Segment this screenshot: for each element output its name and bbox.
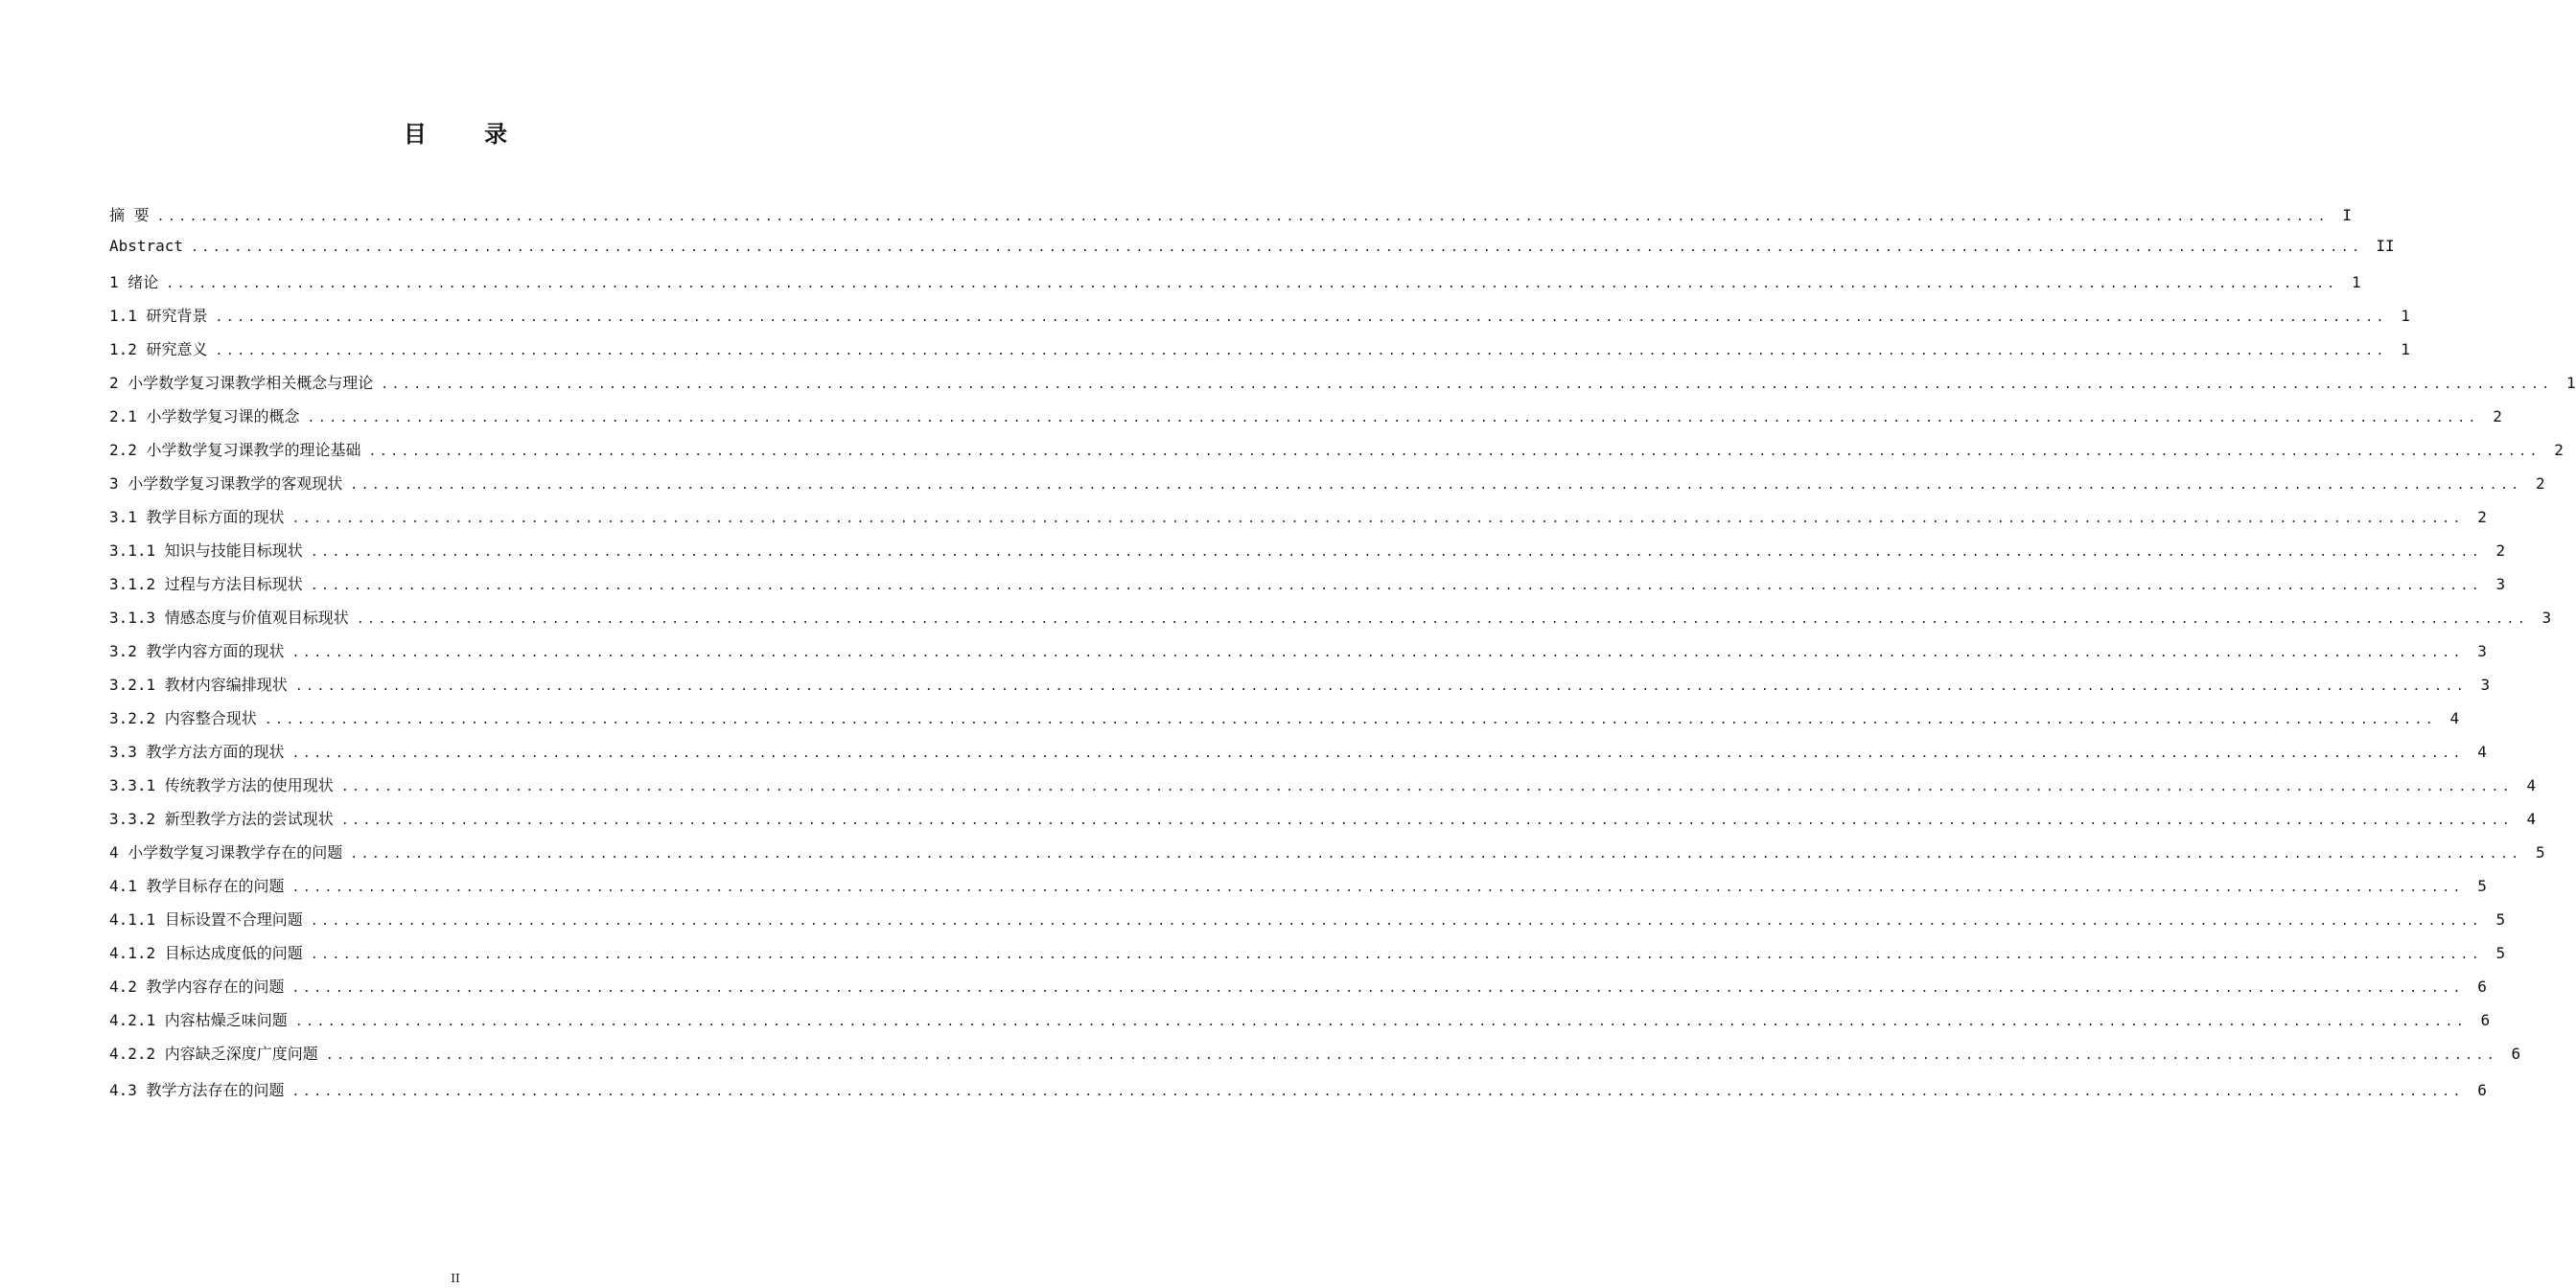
toc-entry-page: 1: [2401, 307, 2410, 325]
toc-entry-3-3[interactable]: [109, 740, 2487, 773]
toc-entry-label: 3.1 教学目标方面的现状: [109, 508, 285, 526]
toc-entry-3-1-2[interactable]: [109, 572, 2506, 606]
dot-leader: ........................................................................................................................................................................................................: [191, 241, 2363, 255]
dot-leader: ........................................................................................................................................................................................................: [291, 1085, 2464, 1099]
toc-entry-label: 1.2 研究意义: [109, 340, 208, 358]
dot-leader: ........................................................................................................................................................................................................: [310, 914, 2483, 929]
toc-entry-3[interactable]: [109, 472, 2545, 505]
toc-entry-label: 4.2.2 内容缺乏深度广度问题: [109, 1045, 318, 1063]
toc-entry-label: 4.1.1 目标设置不合理问题: [109, 910, 303, 929]
toc-entry-3-1[interactable]: [109, 505, 2487, 539]
toc-entry-page: 3: [2477, 642, 2487, 660]
dot-leader: ........................................................................................................................................................................................................: [294, 679, 2468, 694]
toc-entry-4-3[interactable]: [109, 1078, 2487, 1112]
toc-entry-label: 3.2.1 教材内容编排现状: [109, 676, 288, 694]
page-title: 目 录: [403, 121, 533, 148]
toc-entry-page: 1: [2565, 374, 2576, 392]
toc-entry-4-1-1[interactable]: [109, 908, 2506, 941]
toc-entry-label: 4.2.1 内容枯燥乏味问题: [109, 1011, 288, 1029]
dot-leader: ........................................................................................................................................................................................................: [356, 612, 2529, 627]
toc-entry-page: 3: [2480, 676, 2491, 694]
toc-entry-3-1-1[interactable]: [109, 539, 2506, 572]
toc-entry-1[interactable]: [109, 270, 2361, 304]
dot-leader: ........................................................................................................................................................................................................: [291, 881, 2464, 895]
toc-entry-label: 3.3 教学方法方面的现状: [109, 743, 285, 761]
toc-entry-page: 2: [2495, 541, 2506, 560]
dot-leader: ........................................................................................................................................................................................................: [291, 646, 2464, 660]
dot-leader: ........................................................................................................................................................................................................: [310, 948, 2483, 962]
toc-entry-label: 2.1 小学数学复习课的概念: [109, 407, 300, 426]
toc-entry-page: 4: [2526, 810, 2537, 828]
toc-entry-4-1-2[interactable]: [109, 941, 2506, 975]
toc-entry-page: 1: [2401, 340, 2410, 358]
toc-entry-1-1[interactable]: [109, 304, 2410, 337]
dot-leader: ........................................................................................................................................................................................................: [264, 713, 2437, 727]
dot-leader: ........................................................................................................................................................................................................: [310, 579, 2483, 593]
dot-leader: ........................................................................................................................................................................................................: [325, 1048, 2498, 1063]
toc-entry-label: 4 小学数学复习课教学存在的问题: [109, 843, 343, 862]
toc-entry-label: 3.2.2 内容整合现状: [109, 709, 257, 727]
toc-entry-label: 4.3 教学方法存在的问题: [109, 1081, 285, 1099]
toc-entry-page: 2: [2535, 474, 2545, 493]
dot-leader: ........................................................................................................................................................................................................: [215, 310, 2387, 325]
table-of-contents: [109, 203, 2576, 1112]
dot-leader: ........................................................................................................................................................................................................: [340, 814, 2514, 828]
dot-leader: ........................................................................................................................................................................................................: [381, 378, 2553, 392]
toc-entry-label: 3.1.2 过程与方法目标现状: [109, 575, 303, 593]
toc-entry-label: 3.1.1 知识与技能目标现状: [109, 541, 303, 560]
toc-entry-label: 2 小学数学复习课教学相关概念与理论: [109, 374, 374, 392]
toc-entry-label: 1 绪论: [109, 273, 159, 291]
toc-entry-label: 1.1 研究背景: [109, 307, 208, 325]
toc-entry-page: 4: [2449, 709, 2460, 727]
toc-entry-page: 4: [2477, 743, 2487, 761]
dot-leader: ........................................................................................................................................................................................................: [350, 847, 2522, 862]
toc-entry-page: 1: [2351, 273, 2361, 291]
dot-leader: ........................................................................................................................................................................................................: [156, 210, 2329, 224]
toc-entry-page: 2: [2493, 407, 2502, 426]
dot-leader: ........................................................................................................................................................................................................: [291, 747, 2464, 761]
toc-entry-abstract-en[interactable]: [109, 237, 2395, 270]
toc-entry-4-2-2[interactable]: [109, 1042, 2521, 1075]
toc-entry-page: 6: [2511, 1045, 2521, 1063]
toc-entry-label: 摘 要: [109, 206, 150, 224]
toc-entry-3-3-2[interactable]: [109, 807, 2537, 840]
toc-entry-page: 5: [2495, 910, 2506, 929]
toc-entry-page: I: [2342, 206, 2352, 224]
toc-entry-2-1[interactable]: [109, 404, 2502, 438]
toc-entry-label: 4.1 教学目标存在的问题: [109, 877, 285, 895]
toc-entry-label: 4.1.2 目标达成度低的问题: [109, 944, 303, 962]
toc-entry-page: 6: [2480, 1011, 2491, 1029]
toc-entry-page: 5: [2477, 877, 2487, 895]
toc-entry-3-1-3[interactable]: [109, 606, 2552, 639]
toc-entry-label: 3.3.2 新型教学方法的尝试现状: [109, 810, 334, 828]
toc-entry-4[interactable]: [109, 840, 2545, 874]
dot-leader: ........................................................................................................................................................................................................: [307, 411, 2479, 426]
toc-entry-page: 2: [2554, 441, 2564, 459]
toc-entry-page: II: [2376, 237, 2395, 255]
dot-leader: ........................................................................................................................................................................................................: [350, 478, 2522, 493]
dot-leader: ........................................................................................................................................................................................................: [340, 780, 2514, 794]
toc-entry-label: 4.2 教学内容存在的问题: [109, 978, 285, 996]
toc-entry-4-2-1[interactable]: [109, 1008, 2491, 1042]
toc-entry-label: 3.2 教学内容方面的现状: [109, 642, 285, 660]
toc-entry-label: 3.3.1 传统教学方法的使用现状: [109, 776, 334, 794]
toc-entry-label: 3 小学数学复习课教学的客观现状: [109, 474, 343, 493]
dot-leader: ........................................................................................................................................................................................................: [166, 277, 2338, 291]
dot-leader: ........................................................................................................................................................................................................: [291, 981, 2464, 996]
toc-entry-2-2[interactable]: [109, 438, 2564, 472]
toc-entry-4-1[interactable]: [109, 874, 2487, 908]
toc-entry-page: 2: [2477, 508, 2487, 526]
toc-entry-page: 4: [2526, 776, 2537, 794]
page-number: II: [451, 1272, 460, 1285]
dot-leader: ........................................................................................................................................................................................................: [294, 1015, 2468, 1029]
toc-entry-3-2-2[interactable]: [109, 706, 2460, 740]
toc-entry-label: Abstract: [109, 237, 184, 255]
toc-entry-page: 3: [2495, 575, 2506, 593]
toc-entry-page: 3: [2541, 609, 2552, 627]
toc-entry-abstract-cn[interactable]: [109, 203, 2352, 237]
dot-leader: ........................................................................................................................................................................................................: [291, 512, 2464, 526]
toc-entry-2[interactable]: [109, 371, 2576, 404]
toc-entry-page: 6: [2477, 1081, 2487, 1099]
toc-entry-3-3-1[interactable]: [109, 773, 2537, 807]
toc-entry-4-2[interactable]: [109, 975, 2487, 1008]
dot-leader: ........................................................................................................................................................................................................: [310, 545, 2483, 560]
toc-entry-label: 2.2 小学数学复习课教学的理论基础: [109, 441, 361, 459]
toc-entry-page: 6: [2477, 978, 2487, 996]
toc-entry-3-2[interactable]: [109, 639, 2487, 673]
toc-entry-page: 5: [2495, 944, 2506, 962]
dot-leader: ........................................................................................................................................................................................................: [368, 445, 2541, 459]
toc-entry-label: 3.1.3 情感态度与价值观目标现状: [109, 609, 349, 627]
dot-leader: ........................................................................................................................................................................................................: [215, 344, 2387, 358]
toc-entry-1-2[interactable]: [109, 337, 2410, 371]
toc-entry-3-2-1[interactable]: [109, 673, 2491, 706]
toc-entry-page: 5: [2535, 843, 2545, 862]
